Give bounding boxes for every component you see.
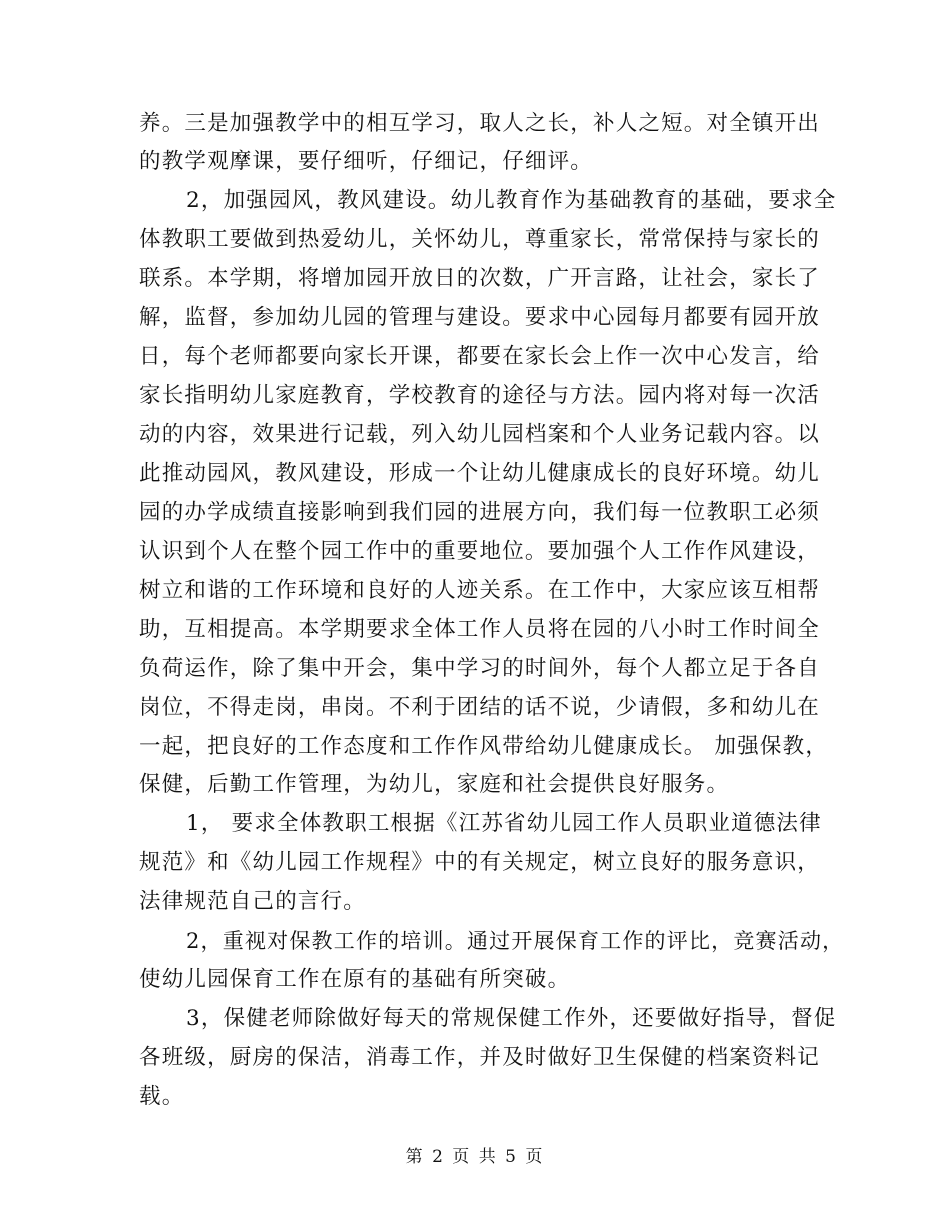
text-line: 的教学观摩课，要仔细听，仔细记，仔细评。 bbox=[139, 149, 594, 174]
text-line: 载。 bbox=[139, 1084, 185, 1109]
text-line: 园的办学成绩直接影响到我们园的进展方向，我们每一位教职工必须 bbox=[139, 500, 821, 525]
text-line: 2，重视对保教工作的培训。通过开展保育工作的评比，竞赛活动， bbox=[186, 929, 845, 953]
text-line: 使幼儿园保育工作在原有的基础有所突破。 bbox=[139, 967, 571, 992]
text-line: 规范》和《幼儿园工作规程》中的有关规定，树立良好的服务意识， bbox=[139, 850, 821, 875]
text-line: 养。三是加强教学中的相互学习，取人之长，补人之短。对全镇开出 bbox=[139, 111, 821, 136]
text-line: 法律规范自己的言行。 bbox=[139, 889, 367, 914]
text-line: 保健，后勤工作管理，为幼儿，家庭和社会提供良好服务。 bbox=[139, 772, 730, 797]
text-line: 助，互相提高。本学期要求全体工作人员将在园的八小时工作时间全 bbox=[139, 617, 821, 642]
text-line: 一起，把良好的工作态度和工作作风带给幼儿健康成长。 加强保教， bbox=[139, 734, 829, 759]
page-number-footer: 第 2 页 共 5 页 bbox=[405, 1147, 545, 1167]
text-line: 日，每个老师都要向家长开课，都要在家长会上作一次中心发言，给 bbox=[139, 344, 821, 369]
text-line: 3，保健老师除做好每天的常规保健工作外，还要做好指导，督促 bbox=[186, 1006, 837, 1031]
text-line: 体教职工要做到热爱幼儿，关怀幼儿，尊重家长，常常保持与家长的 bbox=[139, 227, 821, 252]
text-line: 动的内容，效果进行记载，列入幼儿园档案和个人业务记载内容。以 bbox=[139, 422, 821, 447]
text-line: 树立和谐的工作环境和良好的人迹关系。在工作中，大家应该互相帮 bbox=[139, 578, 821, 603]
text-line: 此推动园风，教风建设，形成一个让幼儿健康成长的良好环境。幼儿 bbox=[139, 461, 821, 486]
text-line: 1， 要求全体教职工根据《江苏省幼儿园工作人员职业道德法律 bbox=[186, 811, 822, 836]
text-line: 负荷运作，除了集中开会，集中学习的时间外，每个人都立足于各自 bbox=[139, 656, 821, 681]
text-line: 联系。本学期，将增加园开放日的次数，广开言路，让社会，家长了 bbox=[139, 266, 821, 291]
text-line: 认识到个人在整个园工作中的重要地位。要加强个人工作作风建设， bbox=[139, 539, 821, 564]
text-line: 解，监督，参加幼儿园的管理与建设。要求中心园每月都要有园开放 bbox=[139, 305, 821, 330]
text-line: 岗位，不得走岗，串岗。不利于团结的话不说，少请假，多和幼儿在 bbox=[139, 695, 821, 720]
text-line: 2，加强园风，教风建设。幼儿教育作为基础教育的基础，要求全 bbox=[186, 188, 837, 213]
text-line: 各班级，厨房的保洁，消毒工作，并及时做好卫生保健的档案资料记 bbox=[139, 1045, 821, 1070]
text-line: 家长指明幼儿家庭教育，学校教育的途径与方法。园内将对每一次活 bbox=[139, 383, 821, 408]
